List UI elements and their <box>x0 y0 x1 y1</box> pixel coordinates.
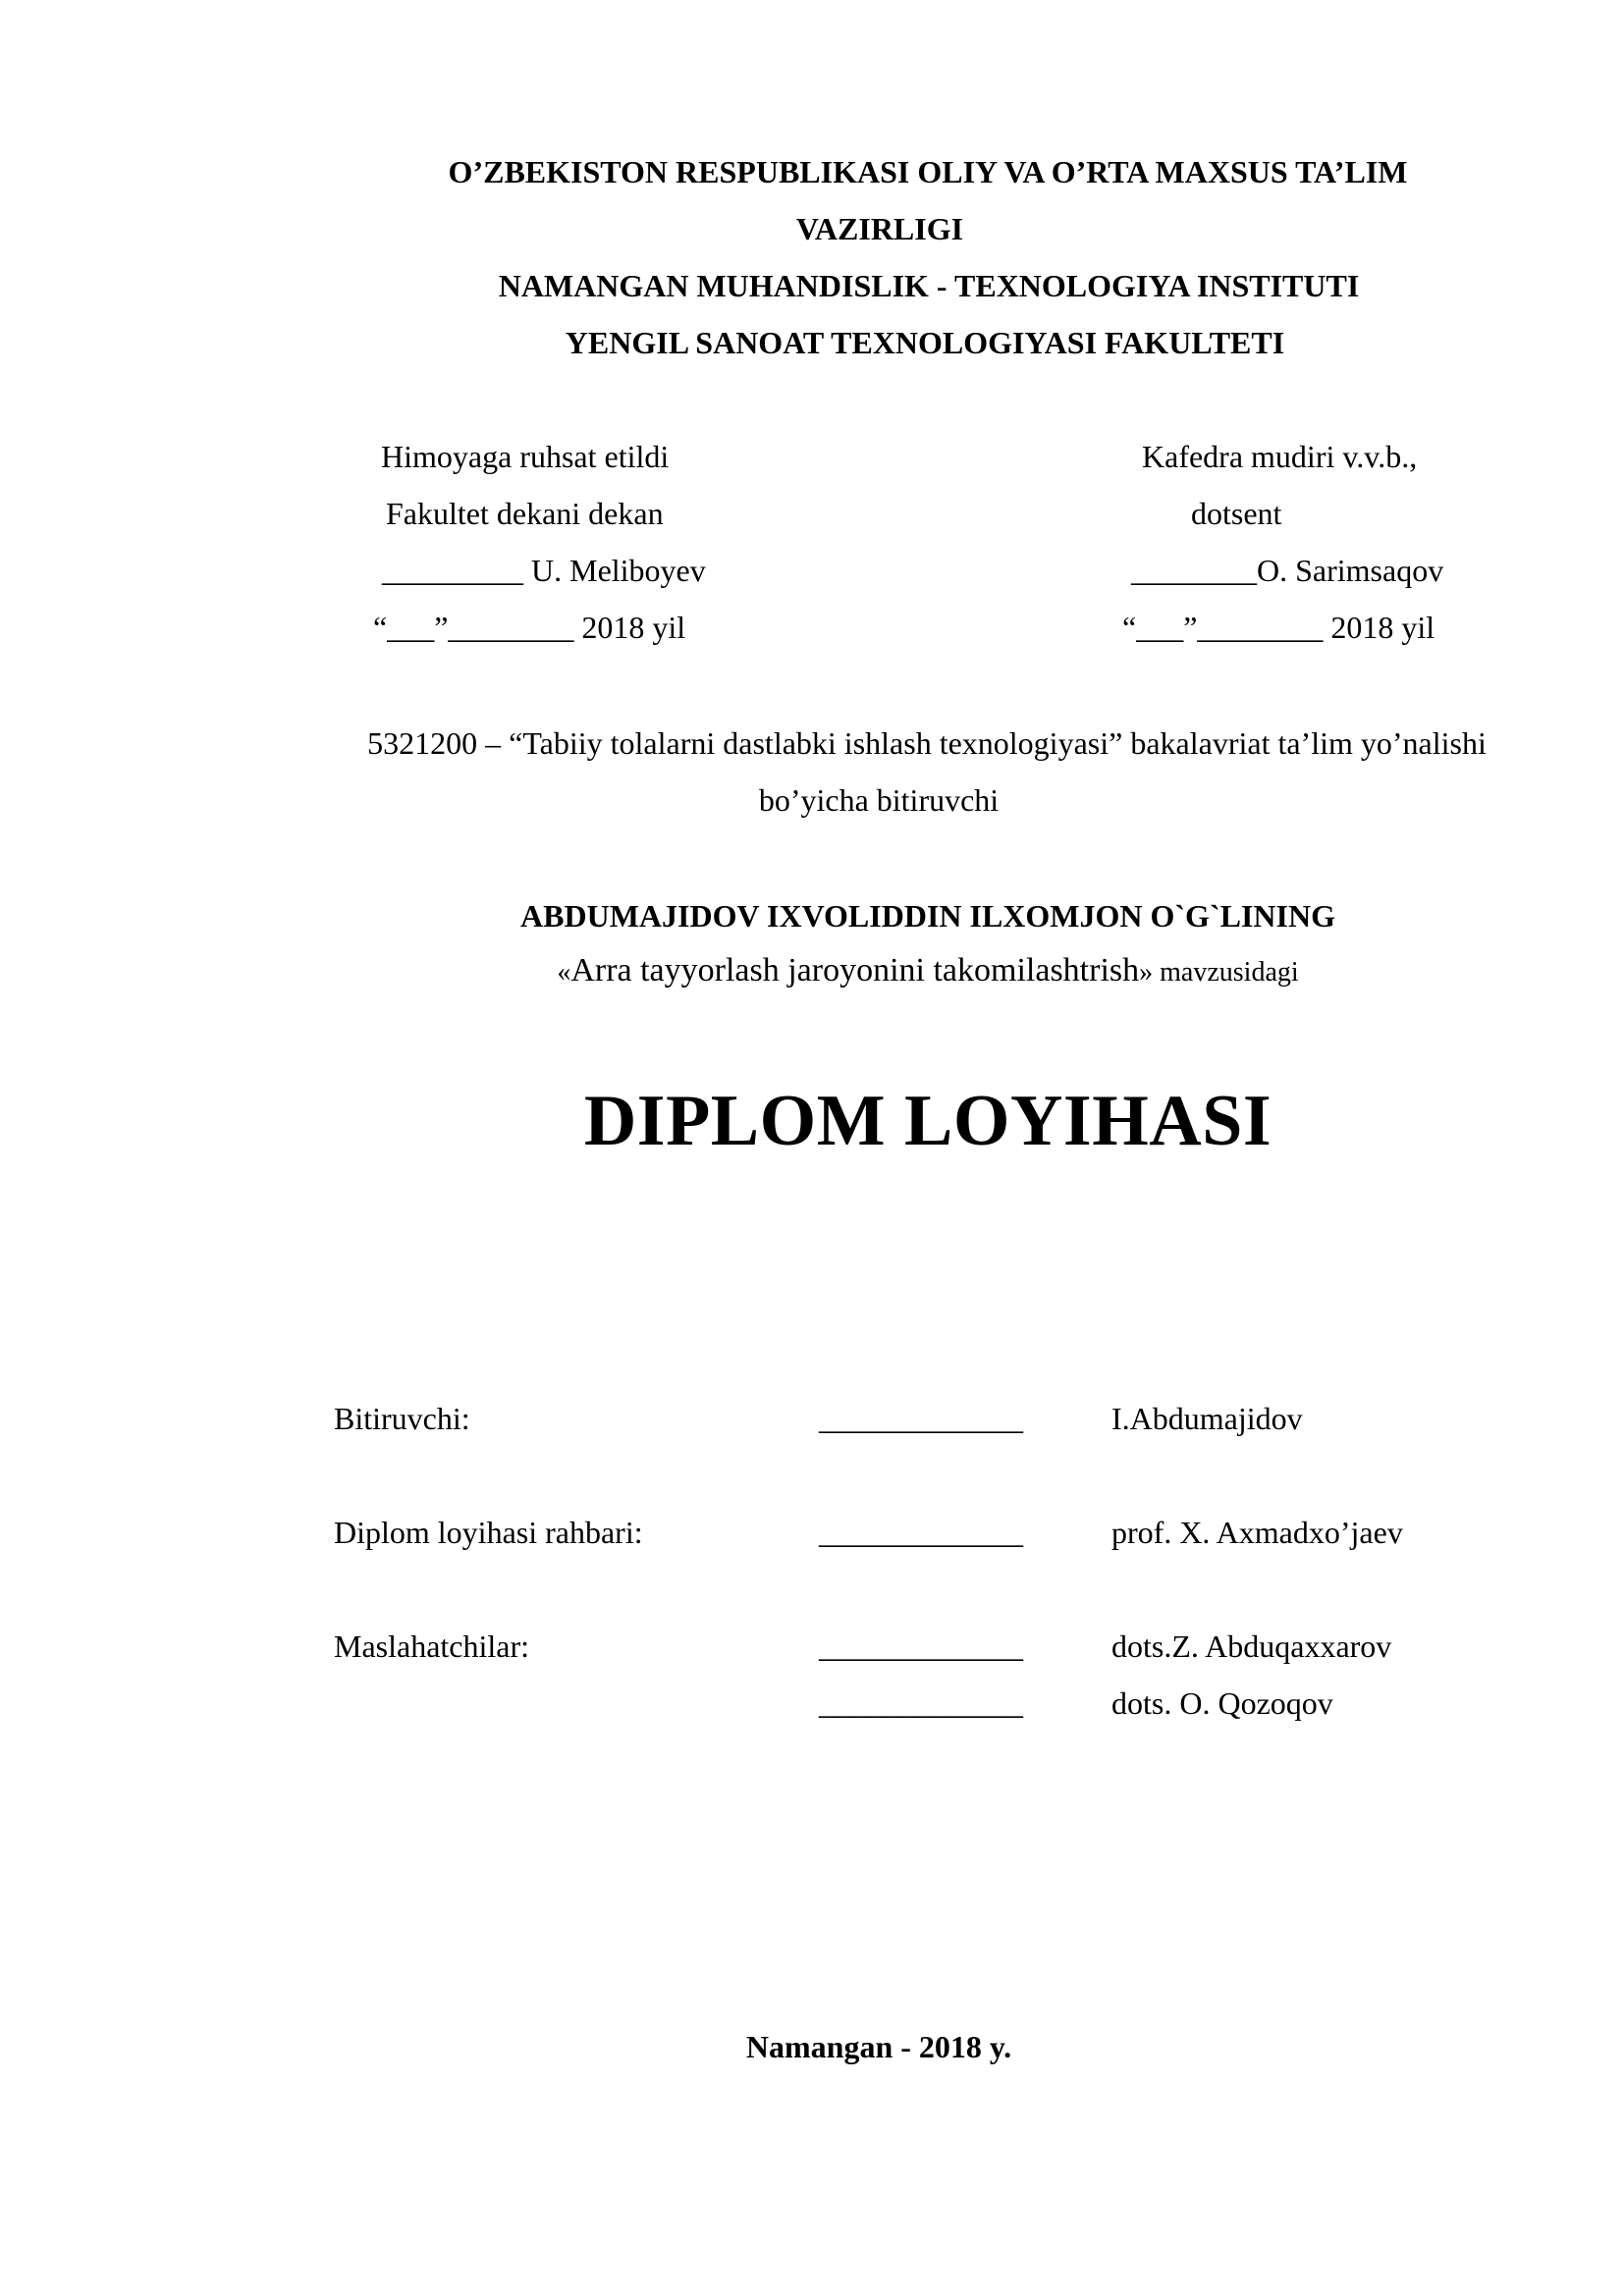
topic-open-quote: « <box>557 957 571 988</box>
ministry-line-1: O’ZBEKISTON RESPUBLIKASI OLIY VA O’RTA MAXSUS TA’LIM <box>448 154 1408 189</box>
signature-line-supervisor: _____________ <box>819 1515 1023 1550</box>
signature-role-supervisor: Diplom loyihasi rahbari: <box>334 1515 643 1550</box>
topic-text: Arra tayyorlash jaroyonini takomilashtrish <box>570 952 1140 988</box>
ministry-line-2: VAZIRLIGI <box>795 211 964 246</box>
approval-left-line-2: Fakultet dekani dekan <box>386 496 664 531</box>
document-title: DIPLOM LOYIHASI <box>583 1081 1272 1161</box>
program-line-2: bo’yicha bitiruvchi <box>758 782 1000 818</box>
faculty-name: YENGIL SANOAT TEXNOLOGIYASI FAKULTETI <box>565 325 1285 360</box>
approval-right-date: “___”________ 2018 yil <box>1122 610 1435 645</box>
approval-right-line-2: dotsent <box>1191 496 1282 531</box>
signature-line-consultant-1: _____________ <box>819 1629 1023 1664</box>
project-topic <box>0 952 1624 989</box>
student-name: ABDUMAJIDOV IXVOLIDDIN ILXOMJON O`G`LINING <box>520 898 1335 934</box>
signature-name-graduate: I.Abdumajidov <box>1111 1401 1303 1436</box>
program-line-1: 5321200 – “Tabiiy tolalarni dastlabki ishlash texnologiyasi” bakalavriat ta’lim yo’nalishi <box>367 725 1487 761</box>
signature-name-consultant-2: dots. O. Qozoqov <box>1111 1685 1333 1721</box>
approval-left-date: “___”________ 2018 yil <box>373 610 686 645</box>
footer-place-year: Namangan - 2018 y. <box>745 2029 1012 2064</box>
institute-name: NAMANGAN MUHANDISLIK - TEXNOLOGIYA INSTITUTI <box>498 268 1360 303</box>
signature-name-consultant-1: dots.Z. Abduqaxxarov <box>1111 1629 1392 1664</box>
signature-line-graduate: _____________ <box>819 1401 1023 1436</box>
approval-left-signature: _________ U. Meliboyev <box>382 553 706 588</box>
approval-right-signature: ________O. Sarimsaqov <box>1131 553 1444 588</box>
topic-close: » mavzusidagi <box>1139 957 1299 988</box>
signature-line-consultant-2: _____________ <box>819 1685 1023 1721</box>
signature-role-consultants: Maslahatchilar: <box>334 1629 530 1664</box>
signature-role-graduate: Bitiruvchi: <box>334 1401 470 1436</box>
signature-name-supervisor: prof. X. Axmadxo’jaev <box>1111 1515 1403 1550</box>
approval-left-line-1: Himoyaga ruhsat etildi <box>381 439 670 474</box>
approval-right-line-1: Kafedra mudiri v.v.b., <box>1142 439 1418 474</box>
